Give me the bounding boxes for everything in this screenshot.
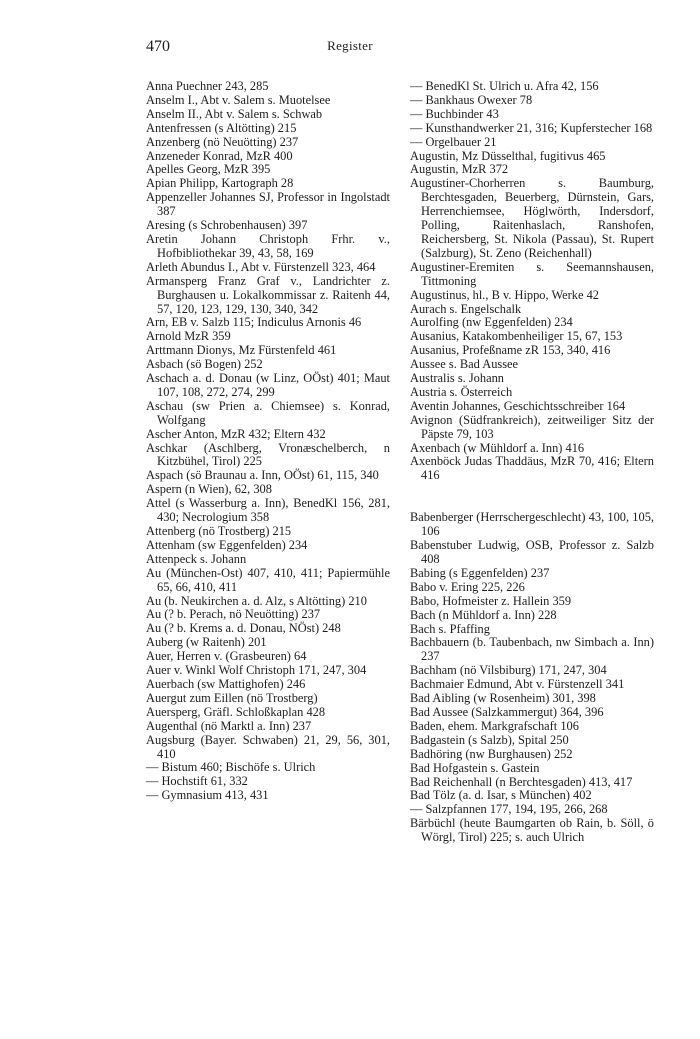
index-entry: Aurolfing (nw Eggenfelden) 234 <box>410 315 573 330</box>
index-entry: Axenbach (w Mühldorf a. Inn) 416 <box>410 440 585 455</box>
index-entry: — Gymnasium 413, 431 <box>146 788 269 803</box>
index-entry: Au (München-Ost) 407, 410, 411; Papiermühle 65, 66, 410, 411 <box>146 565 390 594</box>
index-entry: Augustinus, hl., B v. Hippo, Werke 42 <box>410 287 599 302</box>
index-entry: Auerbach (sw Mattighofen) 246 <box>146 676 306 691</box>
index-entry: Bad Hofgastein s. Gastein <box>410 760 540 775</box>
index-entry: Bachmaier Edmund, Abt v. Fürstenzell 341 <box>410 677 625 692</box>
index-entry: Apian Philipp, Kartograph 28 <box>146 176 294 191</box>
index-entry: Bad Reichenhall (n Berchtesgaden) 413, 417 <box>410 774 633 789</box>
index-entry: Anzenberg (nö Neuötting) 237 <box>146 134 299 149</box>
index-entry: — Buchbinder 43 <box>410 106 499 121</box>
index-entry: Augustiner-Chorherren s. Baumburg, Berchtesgaden, Beuerberg, Dürnstein, Gars, Herrenchiemsee, Höglwörth, Indersdorf, Polling, Raitenhaslach, Ranshofen, Reichersberg, St. Nikola (Passau), St. Rupert (Salzburg), St. Zeno (Reichenhall) <box>410 176 654 260</box>
index-entry: Apelles Georg, MzR 395 <box>146 162 271 177</box>
index-entry: Aschkar (Aschlberg, Vronæschelberch, n Kitzbühel, Tirol) 225 <box>146 440 390 469</box>
index-entry: Arleth Abundus I., Abt v. Fürstenzell 323, 464 <box>146 259 376 274</box>
index-entry: Auberg (w Raitenh) 201 <box>146 635 267 650</box>
index-entry: Bad Tölz (a. d. Isar, s München) 402 <box>410 788 592 803</box>
index-entry: Badhöring (nw Burghausen) 252 <box>410 746 573 761</box>
index-entry: Bach s. Pfaffing <box>410 621 490 636</box>
index-entry: Au (? b. Perach, nö Neuötting) 237 <box>146 607 321 622</box>
index-entry: Anzeneder Konrad, MzR 400 <box>146 148 293 163</box>
index-entry: Arnold MzR 359 <box>146 329 231 344</box>
index-entry: Aschach a. d. Donau (w Linz, OÖst) 401; Maut 107, 108, 272, 274, 299 <box>146 371 390 399</box>
index-entry: Anna Puechner 243, 285 <box>146 79 269 93</box>
index-entry: Au (? b. Krems a. d. Donau, NÖst) 248 <box>146 621 341 636</box>
index-entry: Arn, EB v. Salzb 115; Indiculus Arnonis 46 <box>146 315 362 330</box>
index-entry: Aretin Johann Christoph Frhr. v., Hofbibliothekar 39, 43, 58, 169 <box>146 231 390 260</box>
index-entry: Bad Aussee (Salzkammergut) 364, 396 <box>410 704 604 719</box>
index-entry: — Bankhaus Owexer 78 <box>410 92 533 107</box>
index-entry: Aresing (s Schrobenhausen) 397 <box>146 218 308 233</box>
index-entry: Arttmann Dionys, Mz Fürstenfeld 461 <box>146 343 337 358</box>
index-entry: Babo v. Ering 225, 226 <box>410 579 525 594</box>
index-entry: Axenböck Judas Thaddäus, MzR 70, 416; Eltern 416 <box>410 454 654 483</box>
index-entry: Auersperg, Gräfl. Schloßkaplan 428 <box>146 704 326 719</box>
index-entry: Ascher Anton, MzR 432; Eltern 432 <box>146 426 326 441</box>
index-entry: — Salzpfannen 177, 194, 195, 266, 268 <box>410 802 608 817</box>
index-entry: Austria s. Österreich <box>410 384 513 399</box>
index-entry: — BenedKl St. Ulrich u. Afra 42, 156 <box>410 79 599 93</box>
index-entry: Avignon (Südfrankreich), zeitweiliger Sitz der Päpste 79, 103 <box>410 412 654 441</box>
index-entry: Asbach (sö Bogen) 252 <box>146 357 263 372</box>
index-entry: Bach (n Mühldorf a. Inn) 228 <box>410 607 557 622</box>
index-entry: Babo, Hofmeister z. Hallein 359 <box>410 593 572 608</box>
index-entry: Anselm II., Abt v. Salem s. Schwab <box>146 106 323 121</box>
right-column <box>410 80 654 845</box>
index-entry: Augustiner-Eremiten s. Seemannshausen, Tittmoning <box>410 259 654 288</box>
page-header <box>146 38 554 62</box>
index-entry: Antenfressen (s Altötting) 215 <box>146 120 297 135</box>
index-entry: — Bistum 460; Bischöfe s. Ulrich <box>146 760 316 775</box>
index-entry: Babenberger (Herrschergeschlecht) 43, 100, 105, 106 <box>410 510 654 539</box>
index-entry: Bachbauern (b. Taubenbach, nw Simbach a. Inn) 237 <box>410 635 654 664</box>
index-entry: Baden, ehem. Markgrafschaft 106 <box>410 718 579 733</box>
index-entry: Ausanius, Katakombenheiliger 15, 67, 153 <box>410 329 623 344</box>
letter-section-gap <box>410 483 654 511</box>
index-entry: Bad Aibling (w Rosenheim) 301, 398 <box>410 691 596 706</box>
index-entry: Armansperg Franz Graf v., Landrichter z. Burghausen u. Lokalkommissar z. Raitenh 44, 57, 120, 123, 129, 130, 340, 342 <box>146 273 390 316</box>
left-column <box>146 80 390 803</box>
index-entry: Aurach s. Engelschalk <box>410 301 522 316</box>
index-entry: Aschau (sw Prien a. Chiemsee) s. Konrad, Wolfgang <box>146 398 390 427</box>
index-entry: Attenpeck s. Johann <box>146 551 247 566</box>
index-entry: Aussee s. Bad Aussee <box>410 357 519 372</box>
index-entry: Anselm I., Abt v. Salem s. Muotelsee <box>146 92 331 107</box>
index-entry: — Kunsthandwerker 21, 316; Kupferstecher 168 <box>410 120 653 135</box>
index-entry: Augenthal (nö Marktl a. Inn) 237 <box>146 718 312 733</box>
index-entry: Babing (s Eggenfelden) 237 <box>410 565 550 580</box>
page-number: 470 <box>146 38 170 55</box>
index-entry: Augustin, MzR 372 <box>410 162 509 177</box>
index-entry: — Hochstift 61, 332 <box>146 774 248 789</box>
index-entry: — Orgelbauer 21 <box>410 134 497 149</box>
index-entry: Badgastein (s Salzb), Spital 250 <box>410 732 569 747</box>
index-entry: Au (b. Neukirchen a. d. Alz, s Altötting) 210 <box>146 593 367 608</box>
index-entry: Bachham (nö Vilsbiburg) 171, 247, 304 <box>410 663 607 678</box>
index-entry: Aspern (n Wien), 62, 308 <box>146 482 272 497</box>
running-title: Register <box>327 38 373 53</box>
index-entry: Attel (s Wasserburg a. Inn), BenedKl 156, 281, 430; Necrologium 358 <box>146 496 390 525</box>
index-entry: Auer v. Winkl Wolf Christoph 171, 247, 304 <box>146 663 367 678</box>
index-entry: Attenham (sw Eggenfelden) 234 <box>146 537 308 552</box>
index-entry: Australis s. Johann <box>410 371 504 386</box>
index-entry: Augustin, Mz Düsselthal, fugitivus 465 <box>410 148 606 163</box>
index-entry: Appenzeller Johannes SJ, Professor in Ingolstadt 387 <box>146 190 390 219</box>
index-entry: Auer, Herren v. (Grasbeuren) 64 <box>146 649 307 664</box>
index-entry: Attenberg (nö Trostberg) 215 <box>146 524 292 538</box>
index-entry: Aspach (sö Braunau a. Inn, OÖst) 61, 115, 340 <box>146 468 379 483</box>
index-entry: Ausanius, Profeßname zR 153, 340, 416 <box>410 343 611 358</box>
index-entry: Bärbüchl (heute Baumgarten ob Rain, b. Söll, ö Wörgl, Tirol) 225; s. auch Ulrich <box>410 816 654 845</box>
index-entry: Babenstuber Ludwig, OSB, Professor z. Salzb 408 <box>410 538 654 566</box>
index-entry: Aventin Johannes, Geschichtsschreiber 164 <box>410 398 626 413</box>
index-entry: Augsburg (Bayer. Schwaben) 21, 29, 56, 301, 410 <box>146 732 390 761</box>
index-entry: Auergut zum Eillen (nö Trostberg) <box>146 690 318 705</box>
